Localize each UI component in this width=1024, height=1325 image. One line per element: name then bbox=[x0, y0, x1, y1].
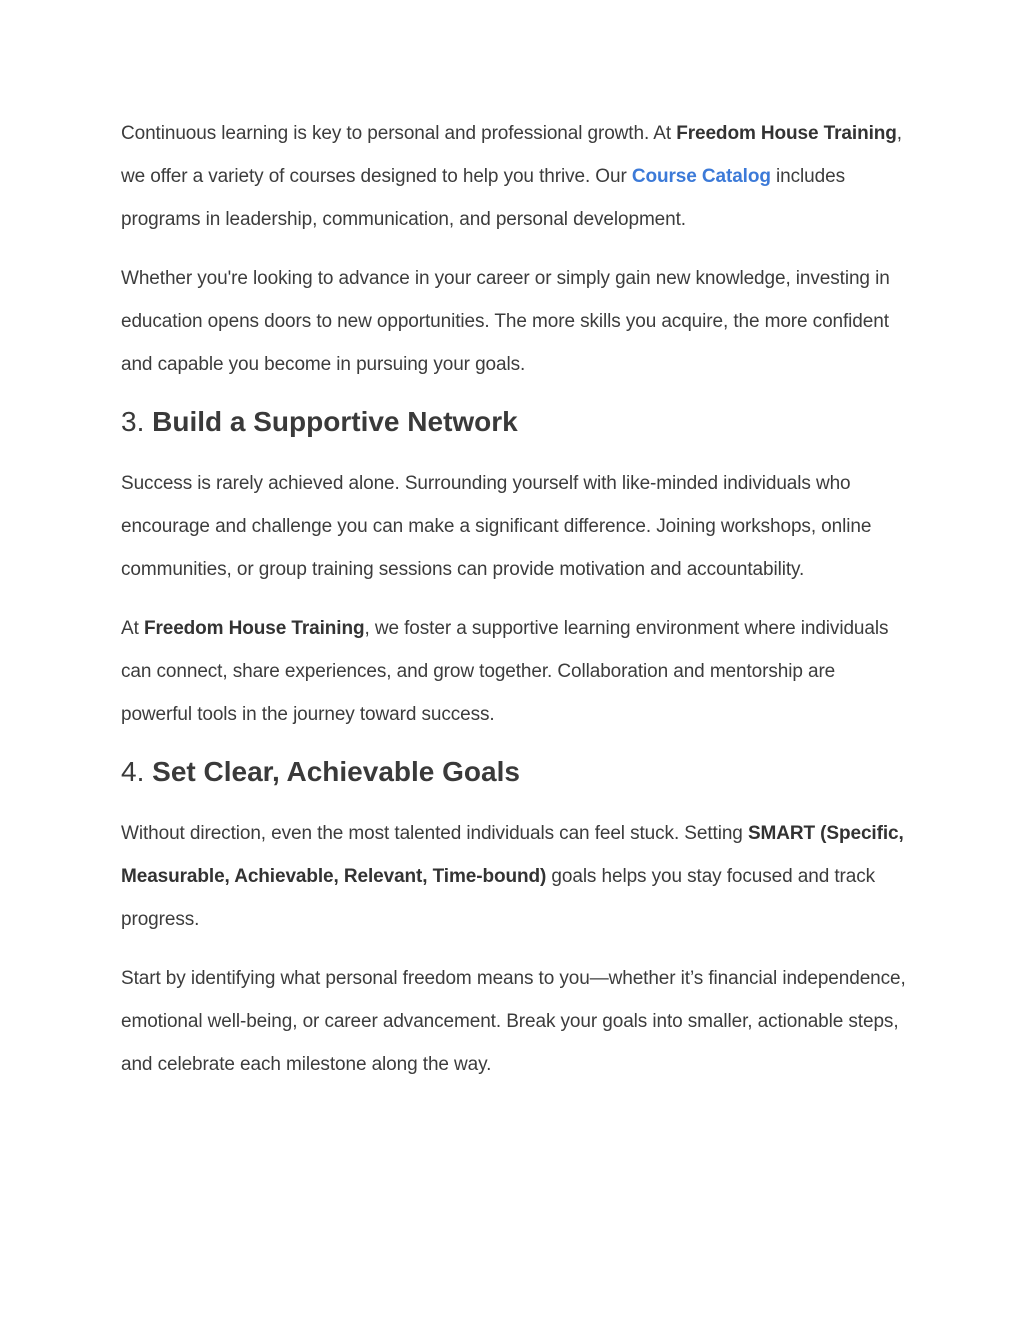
paragraph-text: Continuous learning is key to personal and professional growth. At bbox=[121, 123, 677, 144]
section-number: 3. bbox=[121, 406, 145, 437]
paragraph-text: , we offer a variety of courses designed to help you thrive. Our bbox=[121, 123, 902, 187]
course-catalog-link[interactable]: Course Catalog bbox=[631, 166, 771, 187]
section-title: Set Clear, Achievable Goals bbox=[152, 756, 520, 787]
paragraph-environment bbox=[121, 607, 906, 736]
paragraph-text: includes programs in leadership, communication, and personal development. bbox=[121, 166, 845, 230]
brand-name-bold: Freedom House Training bbox=[676, 123, 897, 144]
section-heading-goals bbox=[121, 752, 906, 792]
paragraph-learning bbox=[121, 112, 906, 241]
brand-name-bold: Freedom House Training bbox=[143, 618, 365, 639]
paragraph-text: goals helps you stay focused and track progress. bbox=[121, 866, 876, 930]
paragraph-success: Success is rarely achieved alone. Surrounding yourself with like-minded individuals who encourage and challenge you can make a significant difference. Joining workshops, online communities, or group training sessions can provide motivation and accountability. bbox=[121, 473, 872, 580]
paragraph-text: , we foster a supportive learning environment where individuals can connect, share experiences, and grow together. Collaboration and mentorship are powerful tools in the journey toward success. bbox=[121, 618, 889, 725]
paragraph-smart bbox=[121, 812, 906, 941]
paragraph-text: Without direction, even the most talented individuals can feel stuck. Setting bbox=[121, 823, 748, 844]
paragraph-education: Whether you're looking to advance in your career or simply gain new knowledge, investing in education opens doors to new opportunities. The more skills you acquire, the more confident and capable you become in pursuing your goals. bbox=[121, 268, 890, 375]
paragraph-text: At bbox=[121, 618, 144, 639]
document-page bbox=[121, 112, 906, 1102]
paragraph-freedom: Start by identifying what personal freedom means to you—whether it’s financial independence, emotional well-being, or career advancement. Break your goals into smaller, actionable steps, and celebrate each milestone along the way. bbox=[121, 968, 906, 1075]
section-title: Build a Supportive Network bbox=[152, 406, 518, 437]
section-heading-network bbox=[121, 402, 906, 442]
smart-definition-bold: SMART (Specific, Measurable, Achievable, Relevant, Time-bound) bbox=[121, 823, 904, 887]
section-number: 4. bbox=[121, 756, 145, 787]
